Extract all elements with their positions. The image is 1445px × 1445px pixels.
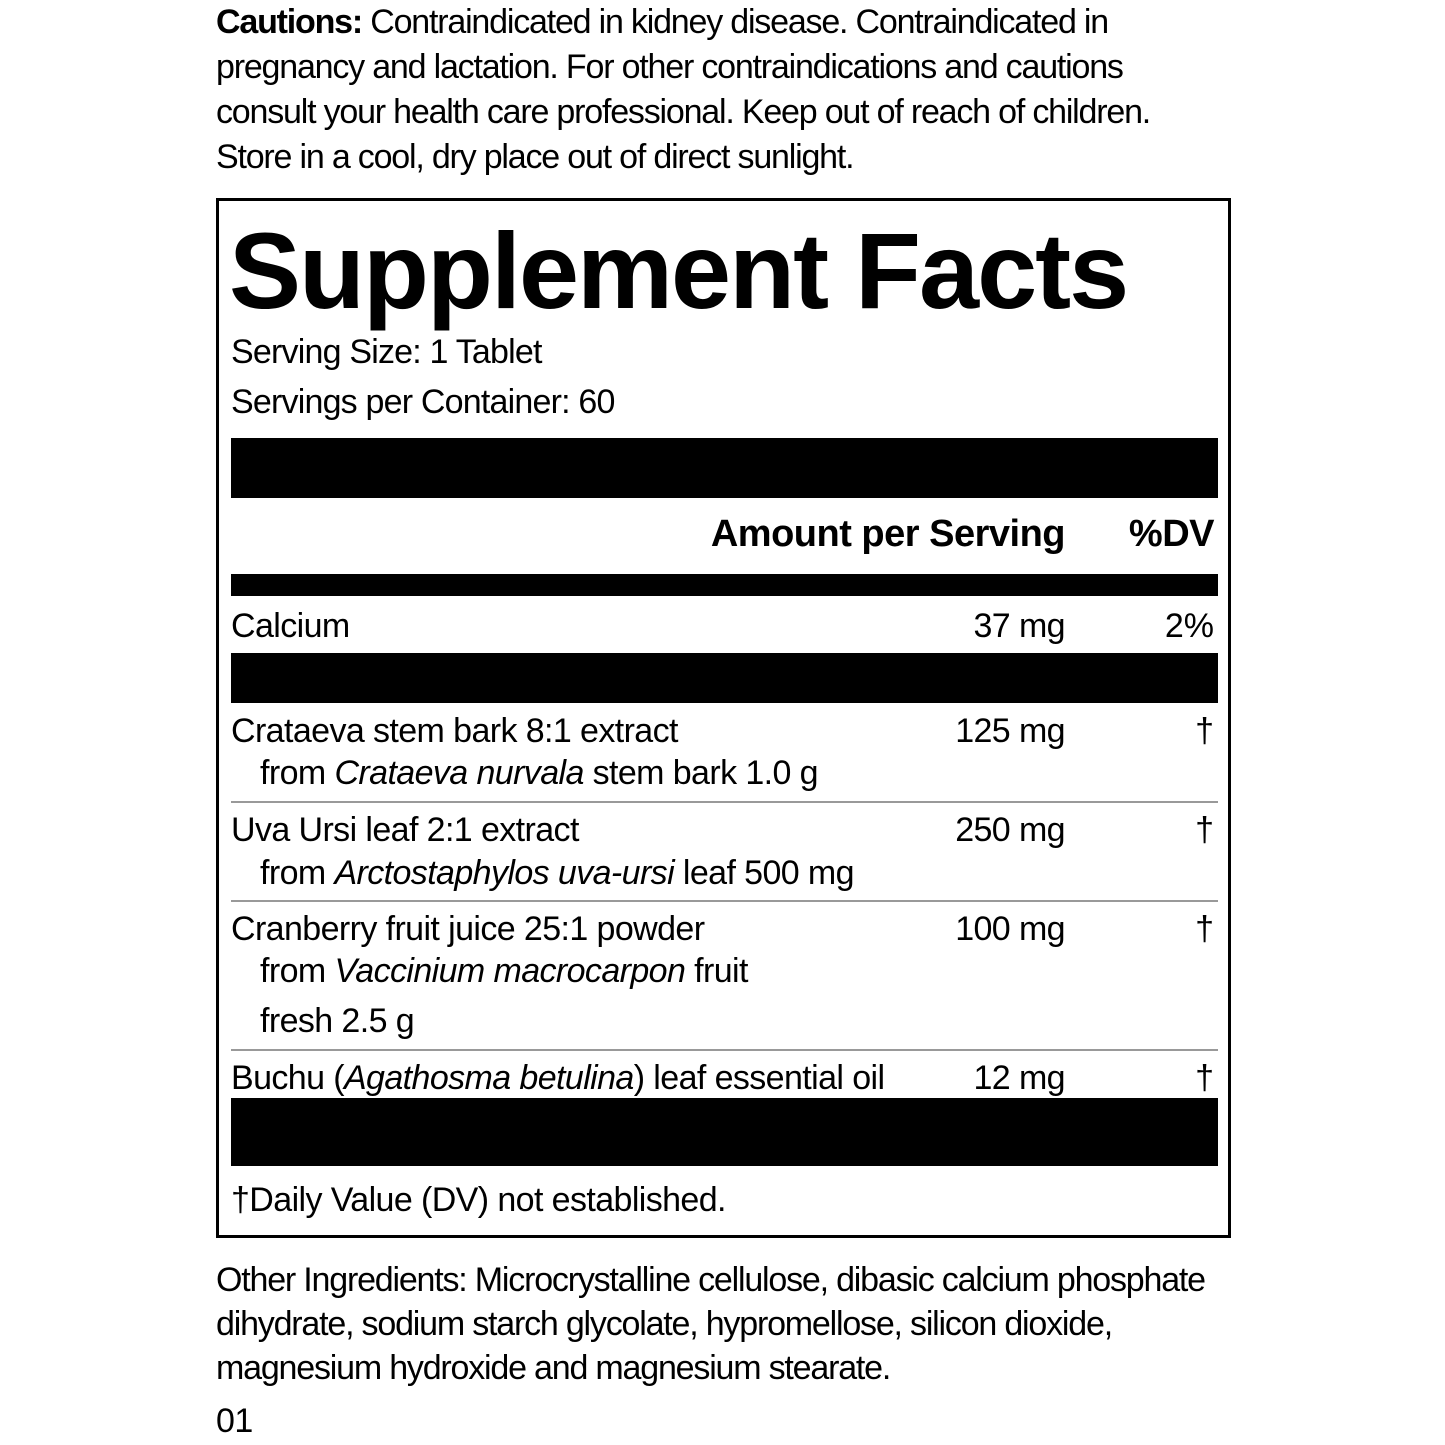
nutrient-name: Calcium [231,607,350,645]
source-latin: Vaccinium macrocarpon [334,952,686,990]
row-divider [231,900,1218,902]
ingredient-name: Crataeva stem bark 8:1 extract [231,712,678,750]
nutrient-amount: 37 mg [973,607,1065,645]
thick-divider [231,438,1218,498]
source-latin: Crataeva nurvala [334,754,584,792]
ingredient-amount: 12 mg [973,1059,1065,1097]
ingredient-source [231,852,854,894]
ingredient-source [231,752,818,794]
ingredient-dv: † [1195,910,1214,948]
row-divider [231,1049,1218,1051]
source-suffix: fruit [685,952,748,990]
name-suffix: ) leaf essential oil [633,1059,885,1097]
cautions-paragraph [216,0,1226,180]
ingredient-source [231,950,748,992]
supplement-facts-panel [216,198,1231,1238]
source-latin: Arctostaphylos uva-ursi [334,854,675,892]
servings-per-container: Servings per Container: 60 [231,383,615,421]
name-prefix: Buchu ( [231,1059,344,1097]
header-dv: %DV [1128,513,1214,555]
ingredient-dv: † [1195,811,1214,849]
row-divider [231,801,1218,803]
cautions-label: Cautions: [216,3,362,41]
dv-footnote: †Daily Value (DV) not established. [231,1181,726,1219]
header-amount-per-serving: Amount per Serving [710,513,1065,555]
ingredient-dv: † [1195,712,1214,750]
ingredient-source-line2: fresh 2.5 g [260,1002,415,1040]
source-suffix: leaf 500 mg [674,854,854,892]
ingredient-dv: † [1195,1059,1214,1097]
facts-title: Supplement Facts [229,210,1128,331]
other-ingredients: Other Ingredients: Microcrystalline cellulose, dibasic calcium phosphate dihydrate, sodium starch glycolate, hypromellose, silicon dioxide, magnesium hydroxide and magnesium stearate. [216,1261,1205,1387]
header-divider [231,574,1218,596]
nutrient-dv: 2% [1164,607,1214,645]
ingredient-amount: 125 mg [955,712,1065,750]
ingredient-name [231,1057,884,1099]
ingredient-name: Cranberry fruit juice 25:1 powder [231,910,705,948]
serving-size: Serving Size: 1 Tablet [231,333,542,371]
source-prefix: from [260,754,335,792]
name-latin: Agathosma betulina [343,1059,634,1097]
ingredient-name: Uva Ursi leaf 2:1 extract [231,811,579,849]
cautions-text: Contraindicated in kidney disease. Contraindicated in pregnancy and lactation. For other contraindications and cautions consult your health care professional. Keep out of reach of children. Store in a cool, dry place out of direct sunlight. [216,3,1151,176]
source-suffix: stem bark 1.0 g [583,754,818,792]
source-prefix: from [260,854,335,892]
thick-divider [231,1098,1218,1166]
source-prefix: from [260,952,335,990]
thick-divider [231,653,1218,703]
ingredient-amount: 250 mg [955,811,1065,849]
ingredient-amount: 100 mg [955,910,1065,948]
label-code: 01 [216,1402,253,1440]
